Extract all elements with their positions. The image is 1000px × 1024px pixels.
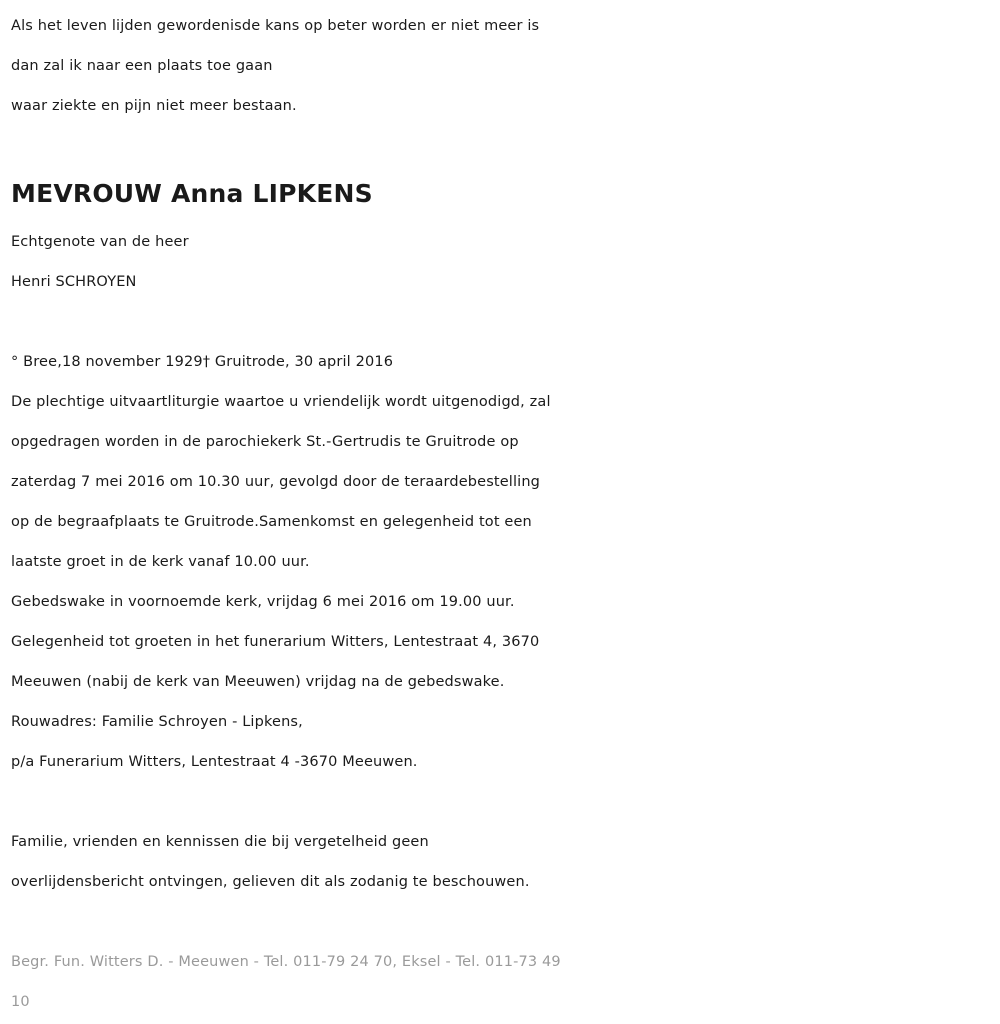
funeral-details-line: Gebedswake in voornoemde kerk, vrijdag 6 mei 2016 om 19.00 uur.	[11, 594, 515, 610]
spacer	[11, 782, 993, 822]
funeral-home-footer	[11, 942, 993, 1022]
notice	[11, 822, 993, 902]
spacer	[11, 302, 993, 342]
relation-line: Henri SCHROYEN	[11, 274, 137, 290]
notice-line: Familie, vrienden en kennissen die bij vergetelheid geen	[11, 834, 429, 850]
footer-line: Begr. Fun. Witters D. - Meeuwen - Tel. 011-79 24 70, Eksel - Tel. 011-73 49	[11, 954, 561, 970]
poem-line: dan zal ik naar een plaats toe gaan	[11, 58, 273, 74]
funeral-details-line: laatste groet in de kerk vanaf 10.00 uur.	[11, 554, 310, 570]
funeral-details-line: zaterdag 7 mei 2016 om 10.30 uur, gevolgd door de teraardebestelling	[11, 474, 541, 490]
funeral-details-line: Gelegenheid tot groeten in het funerarium Witters, Lentestraat 4, 3670	[11, 634, 540, 650]
funeral-details	[11, 382, 993, 782]
obituary-notice	[11, 6, 993, 1022]
funeral-details-line: op de begraafplaats te Gruitrode.Samenkomst en gelegenheid tot een	[11, 514, 532, 530]
spacer	[11, 126, 993, 170]
relation	[11, 222, 993, 302]
relation-line: Echtgenote van de heer	[11, 234, 189, 250]
footer-line: 10	[11, 994, 30, 1010]
birth-death-dates: ° Bree,18 november 1929† Gruitrode, 30 april 2016	[11, 354, 394, 370]
funeral-details-line: Rouwadres: Familie Schroyen - Lipkens,	[11, 714, 303, 730]
funeral-details-line: p/a Funerarium Witters, Lentestraat 4 -3670 Meeuwen.	[11, 754, 418, 770]
funeral-details-line: Meeuwen (nabij de kerk van Meeuwen) vrijdag na de gebedswake.	[11, 674, 505, 690]
deceased-name: MEVROUW Anna LIPKENS	[11, 179, 373, 208]
poem	[11, 6, 993, 126]
funeral-details-line: De plechtige uitvaartliturgie waartoe u vriendelijk wordt uitgenodigd, zal	[11, 394, 551, 410]
spacer	[11, 902, 993, 942]
notice-line: overlijdensbericht ontvingen, gelieven dit als zodanig te beschouwen.	[11, 874, 530, 890]
poem-line: waar ziekte en pijn niet meer bestaan.	[11, 98, 297, 114]
funeral-details-line: opgedragen worden in de parochiekerk St.-Gertrudis te Gruitrode op	[11, 434, 519, 450]
poem-line: Als het leven lijden gewordenisde kans op beter worden er niet meer is	[11, 18, 540, 34]
